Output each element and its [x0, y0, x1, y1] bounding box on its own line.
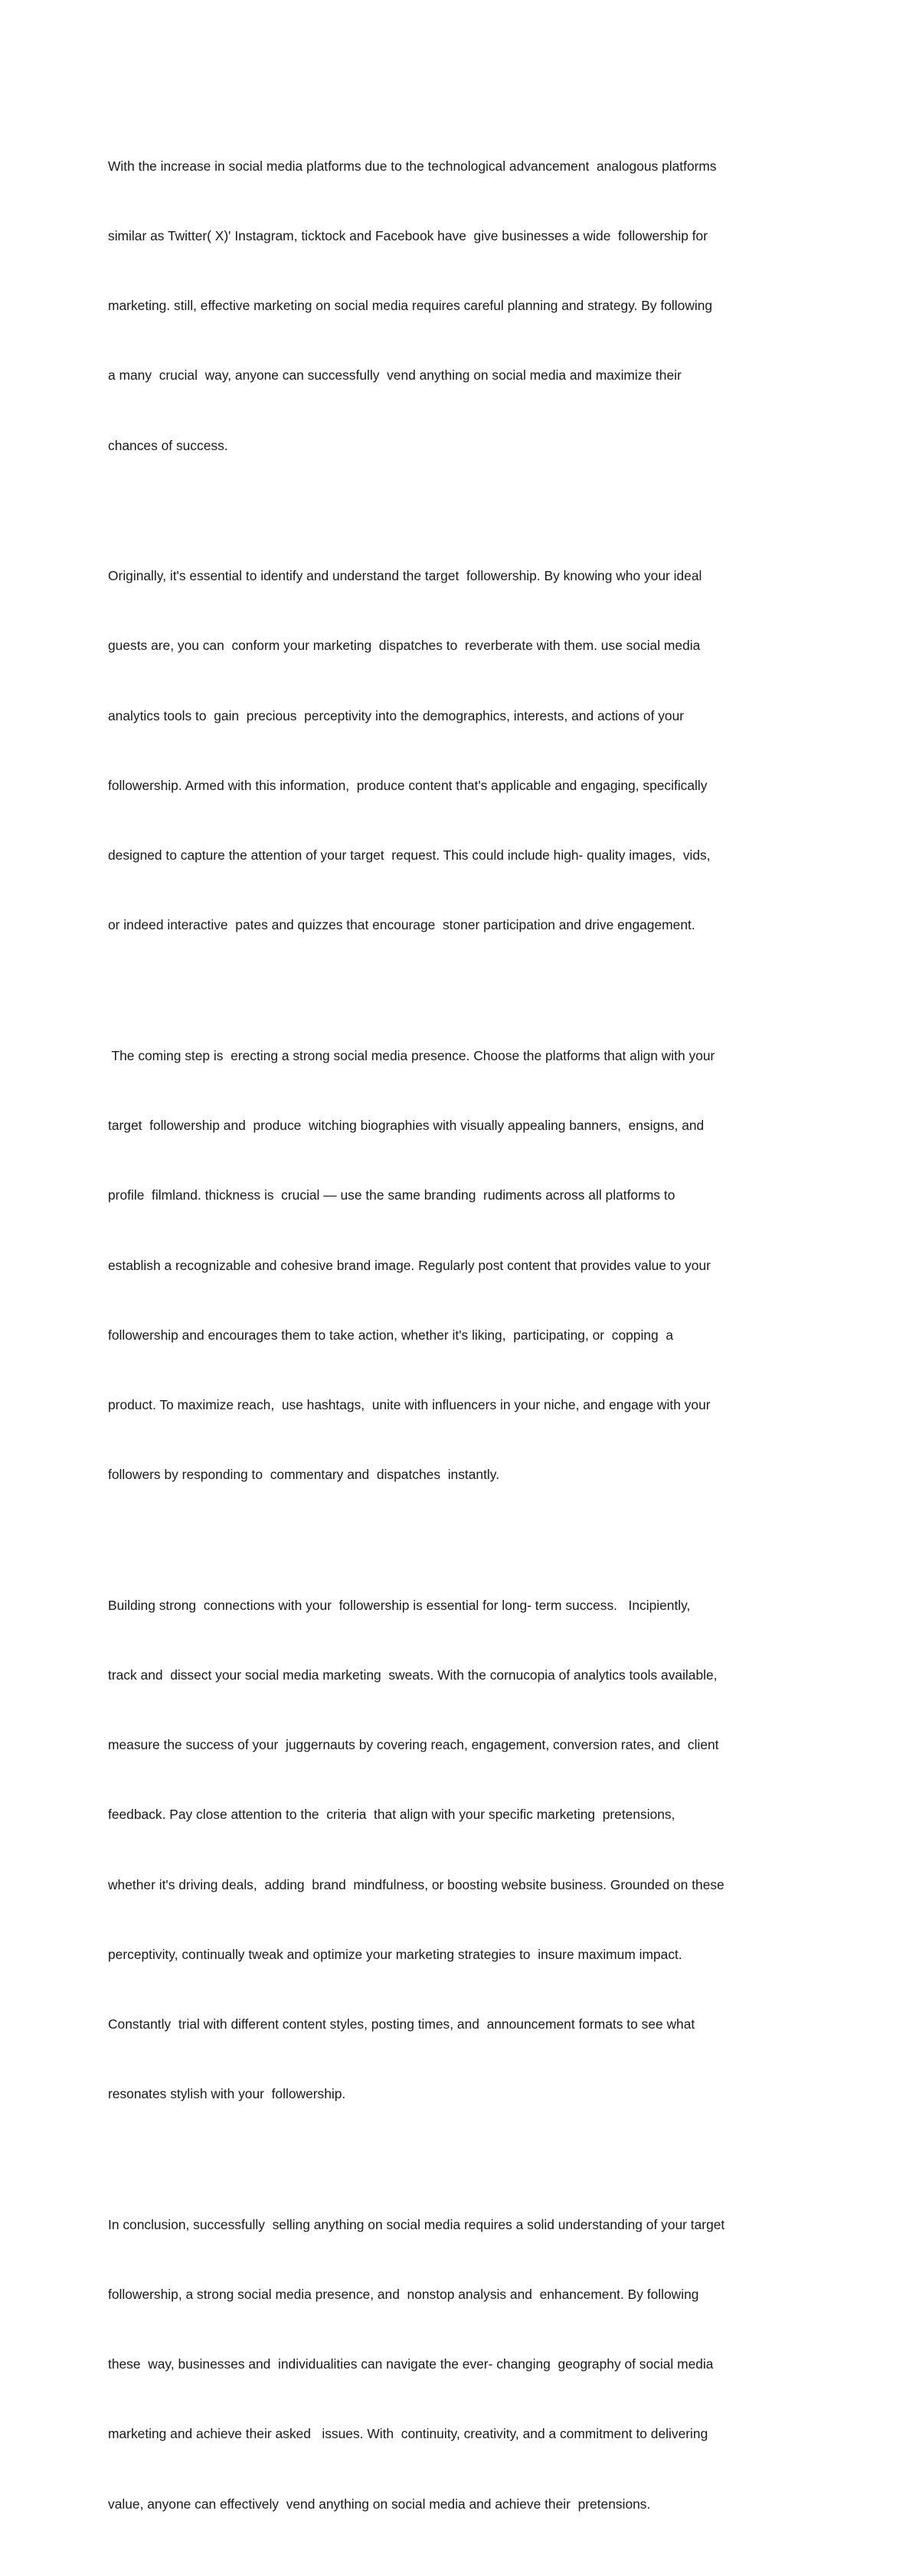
- text-line: With the increase in social media platforms due to the technological advancement analogous platforms: [108, 158, 717, 174]
- paragraph-4: [108, 1547, 813, 2153]
- text-line: measure the success of your juggernauts by covering reach, engagement, conversion rates, and client: [108, 1737, 719, 1753]
- text-line: In conclusion, successfully selling anything on social media requires a solid understanding of your target: [108, 2216, 725, 2232]
- text-line: these way, businesses and individualities can navigate the ever- changing geography of social media: [108, 2356, 714, 2372]
- paragraph-1: [108, 108, 813, 504]
- text-line: followership. Armed with this information, produce content that's applicable and engaging, specifically: [108, 777, 708, 793]
- text-line: followers by responding to commentary and dispatches instantly.: [108, 1467, 500, 1483]
- text-line: feedback. Pay close attention to the criteria that align with your specific marketing pretensions,: [108, 1807, 675, 1823]
- text-line: followership, a strong social media presence, and nonstop analysis and enhancement. By following: [108, 2286, 699, 2302]
- text-line: a many crucial way, anyone can successfully vend anything on social media and maximize their: [108, 367, 682, 384]
- paragraph-3: [108, 997, 813, 1533]
- text-line: guests are, you can conform your marketing dispatches to reverberate with them. use social media: [108, 638, 701, 654]
- text-line: or indeed interactive pates and quizzes that encourage stoner participation and drive engagement.: [108, 917, 695, 933]
- text-line: designed to capture the attention of your target request. This could include high- quality images, vids,: [108, 847, 711, 864]
- text-line: product. To maximize reach, use hashtags, unite with influencers in your niche, and engage with your: [108, 1396, 711, 1412]
- document-body: [108, 108, 813, 2576]
- text-line: target followership and produce witching biographies with visually appealing banners, ensigns, and: [108, 1118, 705, 1134]
- text-line: Originally, it's essential to identify and understand the target followership. By knowing who your ideal: [108, 568, 702, 584]
- text-line: marketing and achieve their asked issues. With continuity, creativity, and a commitment to delivering: [108, 2426, 708, 2442]
- text-line: establish a recognizable and cohesive brand image. Regularly post content that provides value to your: [108, 1257, 711, 1273]
- text-line: value, anyone can effectively vend anything on social media and achieve their pretensions.: [108, 2496, 651, 2512]
- text-line: chances of success.: [108, 437, 228, 453]
- text-line: track and dissect your social media marketing sweats. With the cornucopia of analytics tools available,: [108, 1667, 718, 1683]
- text-line: similar as Twitter( X)' Instagram, ticktock and Facebook have give businesses a wide followership for: [108, 228, 708, 244]
- text-line: whether it's driving deals, adding brand mindfulness, or boosting website business. Grounded on these: [108, 1876, 724, 1892]
- text-line: resonates stylish with your followership.: [108, 2086, 346, 2102]
- paragraph-2: [108, 517, 813, 983]
- text-line: perceptivity, continually tweak and optimize your marketing strategies to insure maximum impact.: [108, 1946, 682, 1962]
- text-line: Constantly trial with different content styles, posting times, and announcement formats to see what: [108, 2016, 695, 2032]
- text-line: Building strong connections with your followership is essential for long- term success. Incipiently,: [108, 1597, 691, 1613]
- text-line: marketing. still, effective marketing on social media requires careful planning and strategy. By following: [108, 298, 713, 314]
- text-line: The coming step is erecting a strong social media presence. Choose the platforms that align with your: [108, 1047, 715, 1063]
- paragraph-5: [108, 2166, 813, 2562]
- text-line: profile filmland. thickness is crucial — use the same branding rudiments across all platforms to: [108, 1187, 675, 1203]
- text-line: followership and encourages them to take action, whether it's liking, participating, or copping a: [108, 1327, 674, 1343]
- text-line: analytics tools to gain precious perceptivity into the demographics, interests, and actions of your: [108, 707, 685, 723]
